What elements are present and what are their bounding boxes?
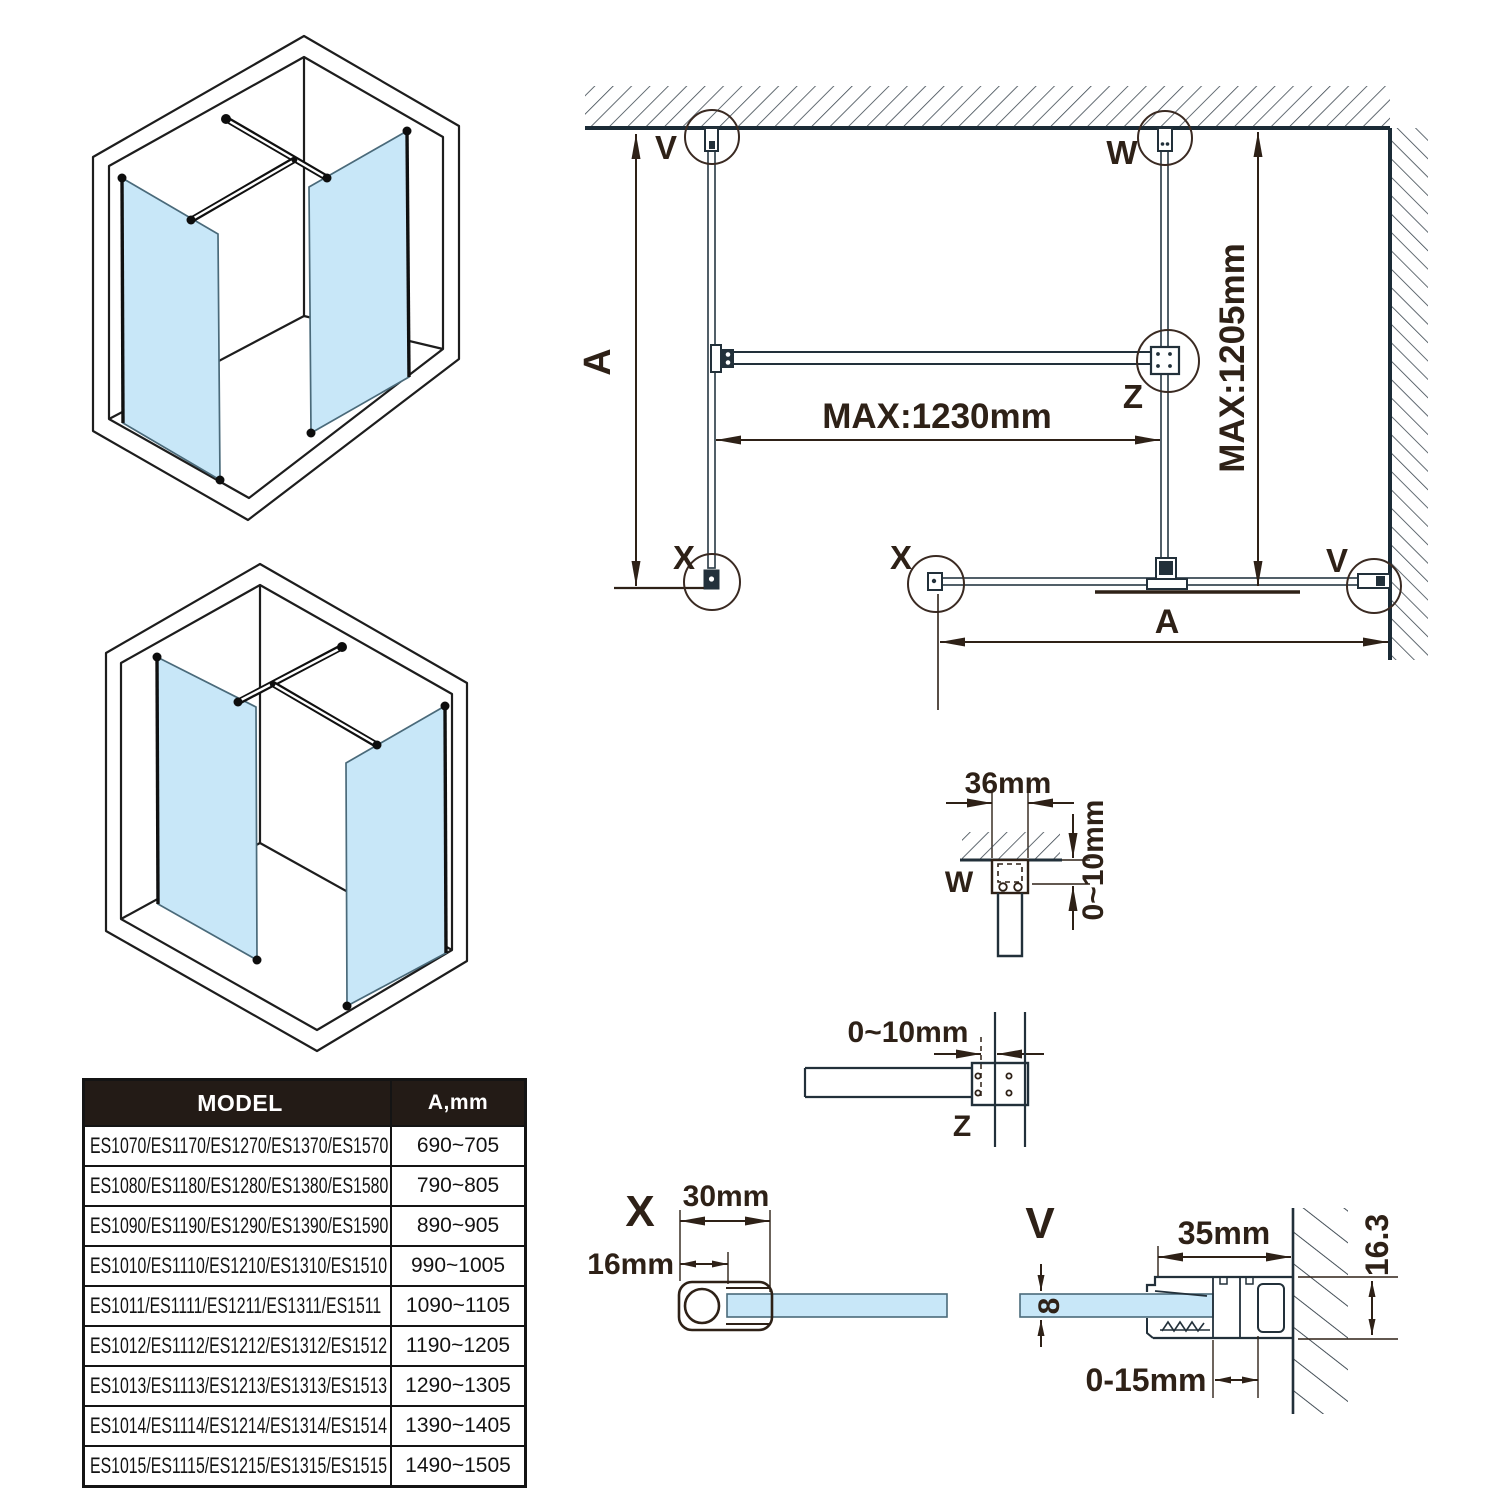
table-row [84,1446,526,1487]
model-cell: ES1070/ES1170/ES1270/ES1370/ES1570 [90,1133,389,1158]
dim-x-width: 30mm [682,1180,770,1213]
dim-v-adjust: 0-15mm [1085,1362,1207,1398]
model-cell: ES1012/ES1112/ES1212/ES1312/ES1512 [90,1333,388,1358]
dim-v-thickness: 8 [1033,1297,1066,1315]
table-row [84,1326,526,1366]
dim-v-height: 16.3 [1359,1213,1395,1277]
detail-z [805,1012,1044,1147]
model-cell: ES1080/ES1180/ES1280/ES1380/ES1580 [90,1173,389,1198]
detail-label-v-right: V [1325,542,1349,579]
model-cell: ES1015/ES1115/ES1215/ES1315/ES1515 [90,1453,388,1478]
table-row [84,1126,526,1166]
detail-x-label: X [625,1187,655,1236]
model-cell: ES1090/ES1190/ES1290/ES1390/ES1590 [90,1213,389,1238]
ceiling-bracket-w [1158,128,1172,151]
glass-panel [157,657,446,1006]
a-mm-cell: 690~705 [391,1126,526,1166]
dim-a-vertical: A [577,348,619,376]
a-mm-cell: 990~1005 [391,1246,526,1286]
dim-x-inset: 16mm [587,1248,674,1281]
wall-hatch-top [585,86,1390,128]
support-bar [191,119,327,220]
wall-hatch-v [1293,1208,1348,1414]
table-row [84,1406,526,1446]
a-mm-cell: 1090~1105 [391,1286,526,1326]
column-header-model: MODEL [84,1080,392,1127]
spec-table [82,1078,527,1488]
table-row [84,1206,526,1246]
column-header-a-mm: A,mm [391,1080,526,1127]
detail-v-label: V [1025,1199,1055,1248]
table-row [84,1246,526,1286]
a-mm-cell: 1190~1205 [391,1326,526,1366]
a-mm-cell: 790~805 [391,1166,526,1206]
a-mm-cell: 1290~1305 [391,1366,526,1406]
a-mm-cell: 1390~1405 [391,1406,526,1446]
dim-v-width: 35mm [1177,1215,1271,1251]
iso-view-top [93,36,459,520]
glass-panel [122,131,409,480]
a-mm-cell: 1490~1505 [391,1446,526,1487]
support-bar [731,352,1151,364]
a-mm-cell: 890~905 [391,1206,526,1246]
detail-label-x-left: X [672,539,696,576]
detail-label-z: Z [1122,378,1144,415]
detail-w [945,767,1110,956]
dim-z-gap: 0~10mm [847,1016,969,1049]
model-cell: ES1013/ES1113/ES1213/ES1313/ES1513 [90,1373,388,1398]
wall-hatch-right [1390,128,1428,660]
table-header-row [84,1080,526,1127]
detail-label-w: W [1106,134,1138,171]
dim-w-width: 36mm [964,767,1052,800]
dim-a-horizontal: A [1154,603,1180,641]
model-cell: ES1011/ES1111/ES1211/ES1311/ES1511 [90,1293,382,1318]
dim-max-bar: MAX:1230mm [822,397,1052,436]
model-cell: ES1010/ES1110/ES1210/ES1310/ES1510 [90,1253,388,1278]
detail-x [587,1180,947,1330]
bar-joint-z [1151,347,1179,374]
dim-w-gap: 0~10mm [1077,799,1110,921]
model-cell: ES1014/ES1114/ES1214/ES1314/ES1514 [90,1413,388,1438]
wall-profile-v [1358,574,1390,588]
detail-z-label: Z [952,1110,972,1143]
detail-v [1020,1199,1398,1414]
plan-view [577,86,1428,710]
detail-w-label: W [944,866,974,899]
table-row [84,1166,526,1206]
detail-label-x-mid: X [889,539,913,576]
iso-view-bottom [106,564,467,1051]
detail-label-v-top: V [654,129,678,166]
support-bar [238,647,377,745]
table-row [84,1366,526,1406]
glass-section [727,1294,947,1317]
dim-max-panel: MAX:1205mm [1213,243,1252,473]
table-row [84,1286,526,1326]
